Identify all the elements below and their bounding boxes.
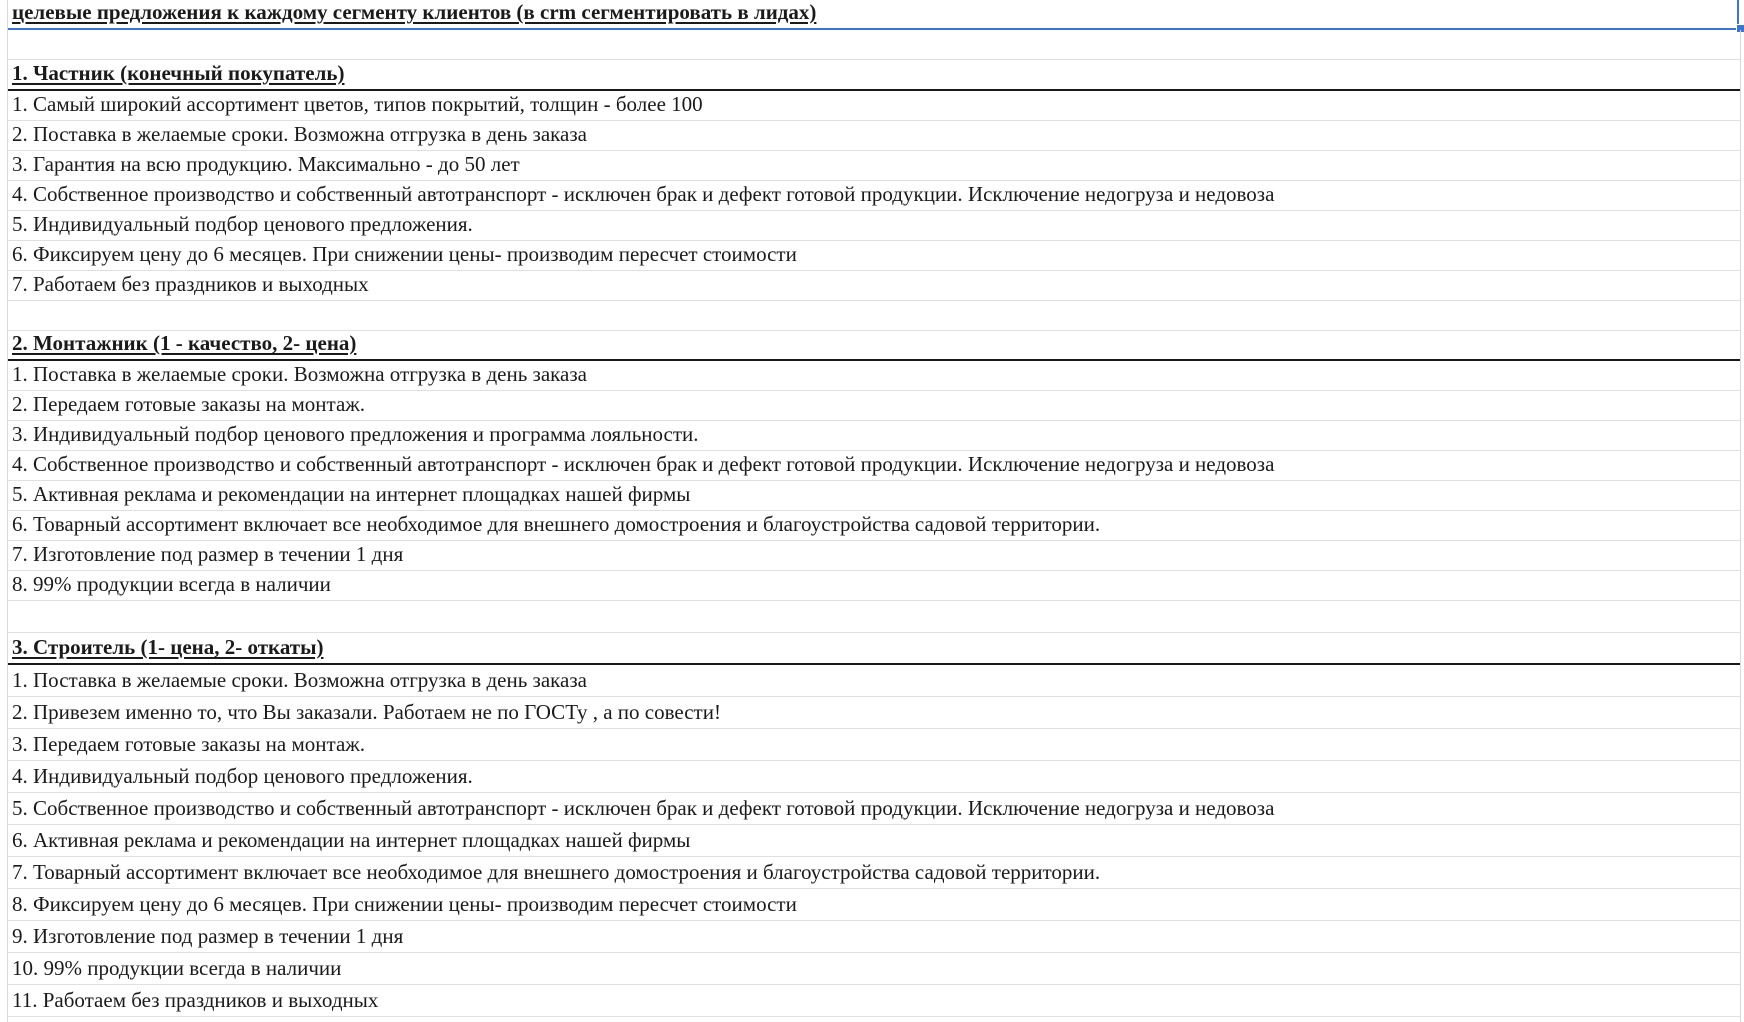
segment-item[interactable]: 2. Передаем готовые заказы на монтаж. bbox=[8, 391, 1740, 421]
segment-item[interactable]: 3. Передаем готовые заказы на монтаж. bbox=[8, 729, 1740, 761]
segment-item[interactable]: 7. Изготовление под размер в течении 1 дня bbox=[8, 541, 1740, 571]
segment-item[interactable]: 6. Товарный ассортимент включает все необходимое для внешнего домостроения и благоустройства садовой территории. bbox=[8, 511, 1740, 541]
segment-item[interactable]: 6. Активная реклама и рекомендации на интернет площадках нашей фирмы bbox=[8, 825, 1740, 857]
segment-heading[interactable]: 3. Строитель (1- цена, 2- откаты) bbox=[8, 633, 1740, 665]
segment-item[interactable]: 3. Индивидуальный подбор ценового предложения и программа лояльности. bbox=[8, 421, 1740, 451]
segment-item[interactable]: 2. Поставка в желаемые сроки. Возможна отгрузка в день заказа bbox=[8, 121, 1740, 151]
segment-item[interactable]: 6. Фиксируем цену до 6 месяцев. При снижении цены- производим пересчет стоимости bbox=[8, 241, 1740, 271]
column-gridline bbox=[1740, 30, 1741, 1022]
segment-item[interactable]: 11. Работаем без праздников и выходных bbox=[8, 985, 1740, 1017]
segment-item[interactable]: 3. Гарантия на всю продукцию. Максимально - до 50 лет bbox=[8, 151, 1740, 181]
segment-item[interactable]: 1. Самый широкий ассортимент цветов, типов покрытий, толщин - более 100 bbox=[8, 91, 1740, 121]
segment-item[interactable]: 10. 99% продукции всегда в наличии bbox=[8, 953, 1740, 985]
segment-item[interactable]: 2. Привезем именно то, что Вы заказали. Работаем не по ГОСТу , а по совести! bbox=[8, 697, 1740, 729]
segment-item[interactable]: 5. Активная реклама и рекомендации на интернет площадках нашей фирмы bbox=[8, 481, 1740, 511]
segment-item[interactable]: 1. Поставка в желаемые сроки. Возможна отгрузка в день заказа bbox=[8, 361, 1740, 391]
segment-item[interactable]: 4. Собственное производство и собственный автотранспорт - исключен брак и дефект готовой продукции. Исключение недогруза и недовоза bbox=[8, 181, 1740, 211]
segment-heading[interactable]: 2. Монтажник (1 - качество, 2- цена) bbox=[8, 331, 1740, 361]
segment-item[interactable]: 4. Собственное производство и собственный автотранспорт - исключен брак и дефект готовой продукции. Исключение недогруза и недовоза bbox=[8, 451, 1740, 481]
cell-empty[interactable] bbox=[8, 601, 1740, 633]
cell-empty[interactable] bbox=[8, 301, 1740, 331]
cell-empty[interactable] bbox=[8, 30, 1740, 60]
segment-item[interactable]: 1. Поставка в желаемые сроки. Возможна отгрузка в день заказа bbox=[8, 665, 1740, 697]
segment-item[interactable]: 8. Фиксируем цену до 6 месяцев. При снижении цены- производим пересчет стоимости bbox=[8, 889, 1740, 921]
segment-item[interactable]: 5. Собственное производство и собственный автотранспорт - исключен брак и дефект готовой продукции. Исключение недогруза и недовоза bbox=[8, 793, 1740, 825]
segment-heading[interactable]: 1. Частник (конечный покупатель) bbox=[8, 60, 1740, 91]
segment-item[interactable]: 5. Индивидуальный подбор ценового предложения. bbox=[8, 211, 1740, 241]
segment-item[interactable]: 7. Работаем без праздников и выходных bbox=[8, 271, 1740, 301]
segment-item[interactable]: 7. Товарный ассортимент включает все необходимое для внешнего домостроения и благоустройства садовой территории. bbox=[8, 857, 1740, 889]
cell-title[interactable]: целевые предложения к каждому сегменту клиентов (в crm сегментировать в лидах) bbox=[8, 0, 1738, 30]
segment-item[interactable]: 8. 99% продукции всегда в наличии bbox=[8, 571, 1740, 601]
segment-item[interactable]: 4. Индивидуальный подбор ценового предложения. bbox=[8, 761, 1740, 793]
segment-item[interactable]: 9. Изготовление под размер в течении 1 дня bbox=[8, 921, 1740, 953]
